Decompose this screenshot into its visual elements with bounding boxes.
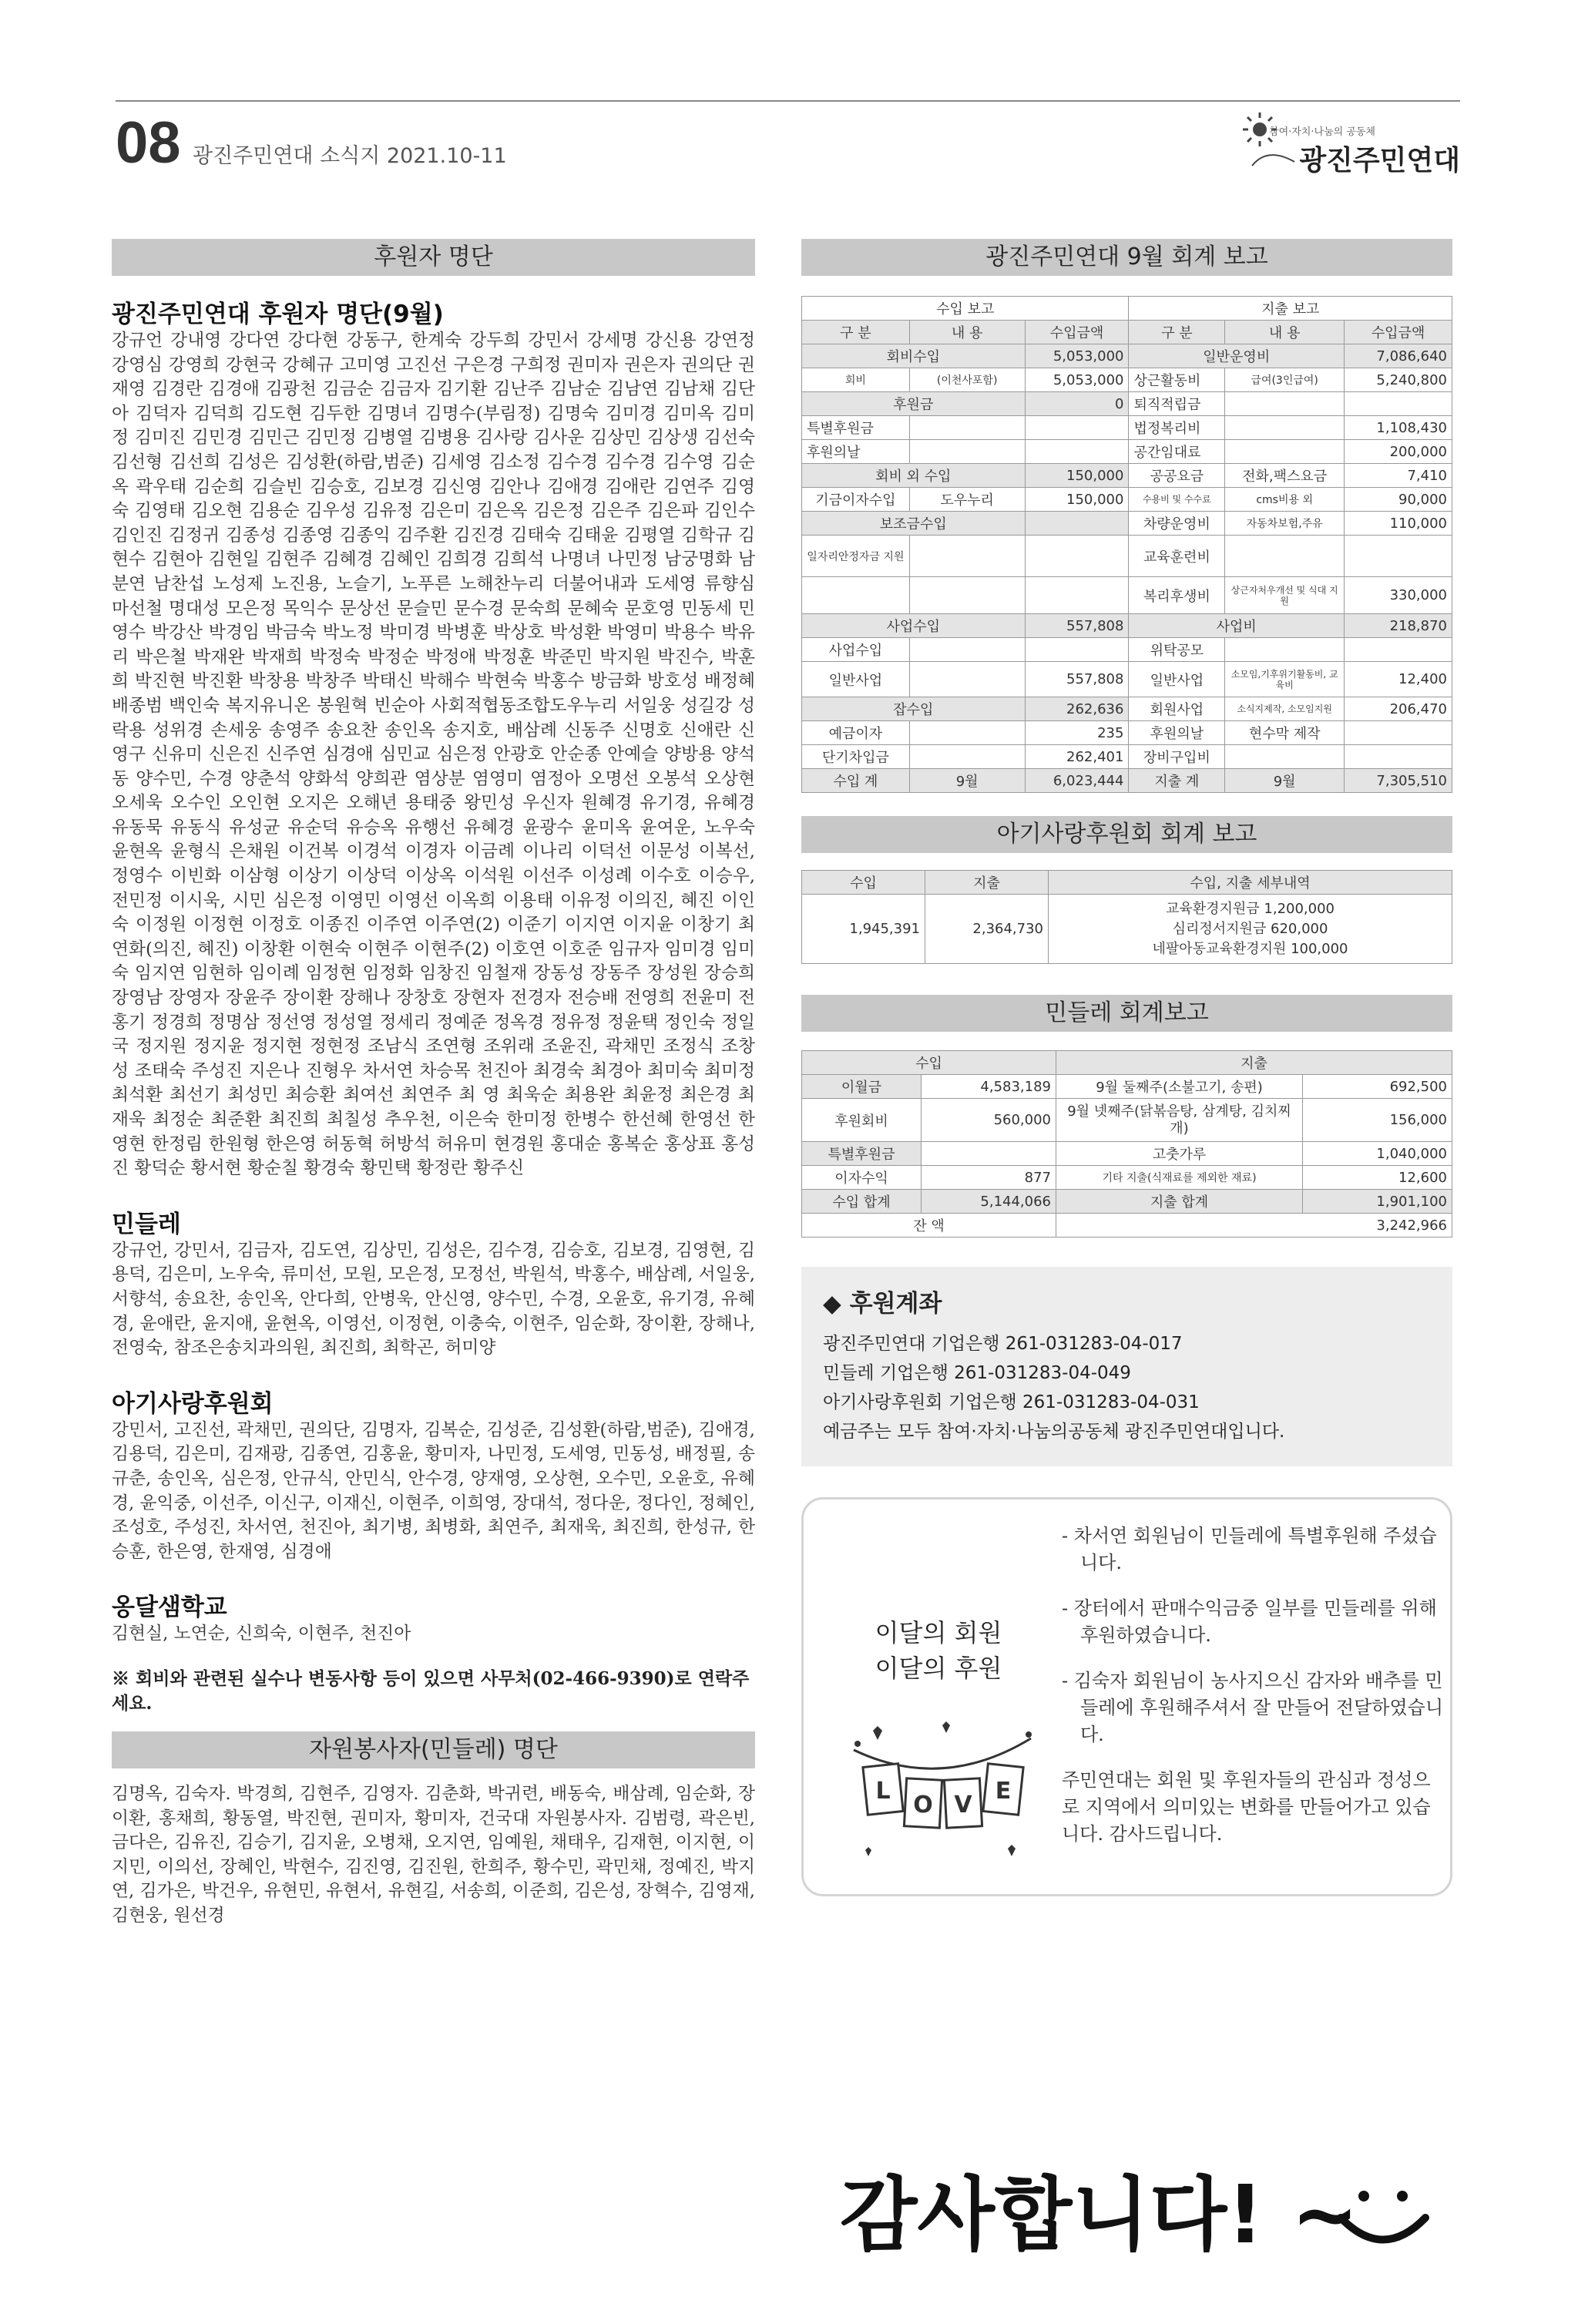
table-row xyxy=(802,392,1452,416)
table-cell xyxy=(909,662,1025,697)
table-cell: 262,401 xyxy=(1025,745,1129,769)
table-cell: 1,108,430 xyxy=(1345,416,1452,440)
table-cell: 12,400 xyxy=(1345,662,1452,697)
table-cell: 150,000 xyxy=(1025,464,1129,488)
memo-text xyxy=(1062,1523,1443,1866)
table-row xyxy=(802,416,1452,440)
table-cell: 법정복리비 xyxy=(1129,416,1225,440)
love-letter: L xyxy=(875,1778,891,1805)
table-cell: 퇴직적립금 xyxy=(1129,392,1225,416)
table-cell: 7,086,640 xyxy=(1345,344,1452,368)
baby-table xyxy=(801,870,1452,964)
table-cell: 급여(3인급여) xyxy=(1225,368,1345,392)
table-cell xyxy=(1345,638,1452,662)
table-row xyxy=(802,1142,1452,1166)
account-line: 예금주는 모두 참여·자치·나눔의공동체 광진주민연대입니다. xyxy=(823,1422,1285,1442)
memo-title-line: 이달의 회원 xyxy=(875,1618,1002,1647)
table-cell: 공공요금 xyxy=(1129,464,1225,488)
table-cell: 1,945,391 xyxy=(802,895,925,964)
table-row xyxy=(802,895,1452,964)
table-cell: 4,583,189 xyxy=(922,1075,1056,1099)
donor-names: 김현실, 노연순, 신희숙, 이현주, 천진아 xyxy=(112,1624,411,1644)
table-row xyxy=(802,721,1452,745)
table-cell: 자동차보험,주유 xyxy=(1225,512,1345,536)
organization-logo xyxy=(1229,108,1460,177)
detail-line: 네팔아동교육환경지원 100,000 xyxy=(1152,940,1348,957)
table-cell xyxy=(1225,745,1345,769)
table-cell: 6,023,444 xyxy=(1025,769,1129,793)
page-number: 08 xyxy=(116,110,181,176)
column-header: 내 용 xyxy=(909,321,1025,344)
table-cell: 소식지제작, 소모임지원 xyxy=(1225,697,1345,721)
table-row xyxy=(802,464,1452,488)
table-row xyxy=(802,488,1452,512)
table-cell xyxy=(1345,392,1452,416)
table-cell xyxy=(1345,745,1452,769)
table-cell: 5,240,800 xyxy=(1345,368,1452,392)
table-cell xyxy=(1025,536,1129,577)
donation-account-box xyxy=(801,1267,1452,1466)
table-row xyxy=(802,1214,1452,1238)
table-cell: 5,053,000 xyxy=(1025,368,1129,392)
table-cell: 1,901,100 xyxy=(1303,1190,1452,1214)
thank-you-handwriting xyxy=(832,2158,1433,2273)
table-row xyxy=(802,577,1452,614)
table-cell xyxy=(922,1142,1056,1166)
detail-line: 심리정서지원금 620,000 xyxy=(1172,920,1328,937)
table-cell: 200,000 xyxy=(1345,440,1452,464)
column-header: 구 분 xyxy=(802,321,910,344)
table-cell: 기타 지출(식재료를 제외한 재료) xyxy=(1056,1166,1303,1190)
column-header: 수입, 지출 세부내역 xyxy=(1049,871,1452,895)
table-cell: 877 xyxy=(922,1166,1056,1190)
thank-you-text: 감사합니다! ~ xyxy=(840,2168,1359,2262)
table-cell: 소모임,기후위기활동비, 교육비 xyxy=(1225,662,1345,697)
table-row xyxy=(802,344,1452,368)
table-cell: 사업비 xyxy=(1129,614,1345,638)
table-cell: 기금이자수입 xyxy=(802,488,910,512)
table-cell: 235 xyxy=(1025,721,1129,745)
table-cell: 회비수입 xyxy=(802,344,1026,368)
section-title: 민들레 xyxy=(112,1210,181,1238)
table-cell: 218,870 xyxy=(1345,614,1452,638)
table-cell: 복리후생비 xyxy=(1129,577,1225,614)
column-header: 수입 xyxy=(802,871,925,895)
table-cell: 고춧가루 xyxy=(1056,1142,1303,1166)
column-header: 수입금액 xyxy=(1025,321,1129,344)
table-cell xyxy=(1225,440,1345,464)
table-cell: 9월 둘째주(소불고기, 송편) xyxy=(1056,1075,1303,1099)
table-cell: 사업수입 xyxy=(802,614,1026,638)
table-row xyxy=(802,536,1452,577)
table-cell: 5,053,000 xyxy=(1025,344,1129,368)
table-cell xyxy=(909,577,1025,614)
table-cell: 전화,팩스요금 xyxy=(1225,464,1345,488)
volunteer-list-header: 자원봉사자(민들레) 명단 xyxy=(112,1731,755,1768)
table-cell: 상근자처우개선 및 식대 지원 xyxy=(1225,577,1345,614)
table-cell xyxy=(1225,416,1345,440)
love-banner-illustration xyxy=(850,1719,1035,1873)
dandelion-report-header: 민들레 회계보고 xyxy=(801,995,1452,1032)
table-cell xyxy=(1025,440,1129,464)
table-cell: 이월금 xyxy=(802,1075,922,1099)
contact-note: ※ 회비와 관련된 실수나 변동사항 등이 있으면 사무처(02-466-9390)로 연락주세요. xyxy=(112,1667,750,1714)
donor-list-header: 후원자 명단 xyxy=(112,239,755,276)
page-header xyxy=(116,100,1460,177)
table-cell: 장비구입비 xyxy=(1129,745,1225,769)
table-cell: 90,000 xyxy=(1345,488,1452,512)
account-line: 광진주민연대 기업은행 261-031283-04-017 xyxy=(823,1334,1183,1354)
table-cell xyxy=(1025,638,1129,662)
table-row xyxy=(802,769,1452,793)
volunteer-names: 김명옥, 김숙자. 박경희, 김현주, 김영자. 김춘화, 박귀련, 배동숙, 배삼례, 임순화, 장이환, 홍채희, 황동열, 박진현, 권미자, 황미자, 건국대 자원봉사자. 김범령, 곽은빈, 금다은, 김유진, 김승기, 김지윤, 오병채, 오지연, 임예원, 채태우, 김재현, 이지현, 이지민, 이의선, 장혜인, 박현수, 김진영, 김진원, 한희주, 황수민, 곽민채, 정예진, 박지연, 김가은, 박건우, 유현민, 유현서, 유현길, 서송희, 이준희, 김은성, 장혁수, 김영재, 김현웅, 원선경 xyxy=(112,1783,755,1926)
accounting-table xyxy=(801,296,1452,793)
table-cell xyxy=(1345,721,1452,745)
table-cell: 잔 액 xyxy=(802,1214,1056,1238)
account-line: 민들레 기업은행 261-031283-04-049 xyxy=(823,1363,1131,1383)
table-cell: 도우누리 xyxy=(909,488,1025,512)
table-row xyxy=(802,1099,1452,1142)
table-cell: 위탁공모 xyxy=(1129,638,1225,662)
table-cell: 예금이자 xyxy=(802,721,910,745)
table-row xyxy=(802,745,1452,769)
table-cell: 수입 합계 xyxy=(802,1190,922,1214)
section-title: 옹달샘학교 xyxy=(112,1594,227,1622)
table-cell: 수용비 및 수수료 xyxy=(1129,488,1225,512)
logo-name: 광진주민연대 xyxy=(1299,145,1460,176)
section-title: 광진주민연대 후원자 명단(9월) xyxy=(112,301,444,328)
table-cell: 단기차입금 xyxy=(802,745,910,769)
table-row xyxy=(802,1166,1452,1190)
column-header: 내 용 xyxy=(1225,321,1345,344)
table-cell: 보조금수입 xyxy=(802,512,1026,536)
table-cell xyxy=(909,721,1025,745)
table-cell xyxy=(1025,416,1129,440)
page-title: 광진주민연대 소식지 2021.10-11 xyxy=(193,144,507,168)
table-cell: 330,000 xyxy=(1345,577,1452,614)
monthly-member-box xyxy=(801,1497,1452,1896)
table-cell: 0 xyxy=(1025,392,1129,416)
memo-closing: 주민연대는 회원 및 후원자들의 관심과 정성으로 지역에서 의미있는 변화를 만들어가고 있습니다. 감사드립니다. xyxy=(1062,1769,1431,1845)
table-cell: 7,305,510 xyxy=(1345,769,1452,793)
table-row xyxy=(802,440,1452,464)
table-row xyxy=(802,512,1452,536)
memo-title-line: 이달의 후원 xyxy=(875,1654,1002,1683)
table-row xyxy=(802,1190,1452,1214)
donor-names: 강규언 강내영 강다연 강다현 강동구, 한계숙 강두희 강민서 강세명 강신용 강연정 강영심 강영희 강현국 강혜규 고미영 고진선 구은경 구희정 권미자 권은자 권의단 권재영 김경란 김경애 김광천 김금순 김금자 김기환 김난주 김남순 김남연 김남채 김단아 김덕자 김덕희 김도현 김두한 김명녀 김명수(부림정) 김명숙 김미경 김미옥 김미정 김미진 김민경 김민근 김민정 김병열 김병용 김사랑 김사운 김상민 김상생 김선숙 김선형 김선희 김성은 김성환(하람,범준) 김세영 김소정 김수경 김수경 김수영 김순옥 곽우태 김순희 김슬빈 김승호, 김보경 김신영 김안나 김애경 김애란 김연주 김영숙 김영태 김오현 김용순 김우성 김유정 김은미 김은옥 김은정 김은주 김은파 김인수 김인진 김정귀 김종성 김종영 김종익 김주환 김진경 김태숙 김태윤 김평열 김학규 김현수 김현아 김현일 김현주 김혜경 김혜인 김희경 김희석 나명녀 나민정 남궁명화 남분연 남찬섭 노성제 노진용, 노슬기, 노푸른 노해찬누리 더불어내과 도세영 류향심 마선철 명대성 모은정 목익수 문상선 문슬민 문수경 문숙희 문혜숙 문호영 민동세 민영수 박강산 박경임 박금숙 박노정 박미경 박병훈 박상호 박성환 박영미 박용수 박유리 박은철 박재완 박재희 박정숙 박정순 박정애 박정훈 박준민 박지원 박진수, 박훈희 박진현 박진환 박창용 박창주 박태신 박해수 박현숙 박홍수 방금화 방호성 배정혜 배종범 백인숙 복지유니온 봉원혁 빈순아 사회적협동조합도우누리 서일웅 성길강 성락용 성위경 손세웅 송영주 송요찬 송인옥 송지호, 배삼례 신동주 신명호 신애란 신영구 신유미 신은진 신주연 심경애 심민교 심은정 안광호 안순종 안예슬 양방용 양석동 양수민, 수경 양춘석 양화석 양희관 염상분 염영미 염정아 오명선 오봉석 오상현 오세욱 오수인 오인현 오지은 오해년 용태중 왕민성 우신자 원혜경 유기경, 유혜경 유동묵 유동식 유성균 유순덕 유승옥 유행선 유혜경 윤광수 윤미옥 윤여운, 노우숙 윤현옥 윤형식 은채원 이건복 이경석 이경자 이금례 이나리 이덕선 이문성 이복선, 정영수 이빈화 이삼형 이상기 이상덕 이상옥 이석원 이선주 이성례 이수호 이승우, 전민정 이시욱, 시민 심은정 이영민 이영선 이옥희 이용태 이유정 이의진, 혜진 이인숙 이정원 이정현 이정호 이종진 이주연 이주연(2) 이준기 이지연 이지윤 이창기 최연화(의진, 혜진) 이창환 이현숙 이현주 이현주(2) 이호연 이호준 임규자 임미경 임미숙 임지연 임현하 임이례 임정현 임정화 임창진 임철재 장동성 장동주 장성원 장승희 장영남 장영자 장윤주 장이환 장해나 장창호 장현자 전경자 전승배 전영희 전윤미 전홍기 정경희 정명삼 정선영 정성열 정세리 정예준 정옥경 정유정 정윤택 정인숙 정일국 정지원 정지윤 정지현 정현정 조남식 조연형 조위래 조윤진, 곽채민 조정식 조창성 조태숙 주성진 지은나 진형우 차서연 차승목 천진아 최경숙 최경아 최미숙 최미정 최석환 최선기 최성민 최승환 최여선 최연주 최 영 최욱순 최용완 최윤정 최은경 최재욱 최정순 최준환 최진희 최칠성 추우천, 이은숙 한미정 한병수 한선혜 한영선 한영현 한정림 한원형 한은영 허동혁 허방석 허유미 현경원 홍대순 홍복순 홍상표 홍성진 황덕순 황서현 황순칠 황경숙 황민택 황정란 황주신 xyxy=(112,331,755,1179)
table-cell xyxy=(1225,536,1345,577)
account-title: ◆ 후원계좌 xyxy=(823,1290,942,1318)
table-cell: 156,000 xyxy=(1303,1099,1452,1142)
love-letter: O xyxy=(913,1792,933,1819)
expense-header: 지출 보고 xyxy=(1129,297,1452,321)
table-cell: 회원사업 xyxy=(1129,697,1225,721)
table-row xyxy=(802,697,1452,721)
table-cell: 현수막 제작 xyxy=(1225,721,1345,745)
table-cell: 9월 xyxy=(909,769,1025,793)
table-cell: 지출 합계 xyxy=(1056,1190,1303,1214)
table-cell xyxy=(1225,392,1345,416)
table-cell: 일반사업 xyxy=(802,662,910,697)
column-header: 지출 xyxy=(925,871,1049,895)
table-row xyxy=(802,638,1452,662)
table-cell xyxy=(909,536,1025,577)
table-cell xyxy=(909,638,1025,662)
table-cell: 사업수입 xyxy=(802,638,910,662)
table-cell xyxy=(802,577,910,614)
table-cell: 7,410 xyxy=(1345,464,1452,488)
table-cell: 교육훈련비 xyxy=(1129,536,1225,577)
table-cell: 특별후원금 xyxy=(802,416,910,440)
table-cell: 특별후원금 xyxy=(802,1142,922,1166)
table-cell: 692,500 xyxy=(1303,1075,1452,1099)
table-cell: 잡수입 xyxy=(802,697,1026,721)
table-cell xyxy=(909,416,1025,440)
table-cell: 회비 외 수입 xyxy=(802,464,1026,488)
table-cell xyxy=(1025,577,1129,614)
table-row xyxy=(802,1075,1452,1099)
table-cell: 후원의날 xyxy=(1129,721,1225,745)
memo-item: - 장터에서 판매수익금중 일부를 민들레를 위해 후원하였습니다. xyxy=(1062,1597,1437,1646)
memo-item: - 김숙자 회원님이 농사지으신 감자와 배추를 민들레에 후원해주셔서 잘 만들어 전달하였습니다. xyxy=(1062,1670,1444,1745)
love-letter: V xyxy=(954,1792,972,1819)
table-cell xyxy=(909,745,1025,769)
table-row xyxy=(802,662,1452,697)
table-cell: 9월 xyxy=(1225,769,1345,793)
memo-item: - 차서연 회원님이 민들레에 특별후원해 주셨습니다. xyxy=(1062,1525,1437,1573)
table-cell: 회비 xyxy=(802,368,910,392)
income-header: 수입 보고 xyxy=(802,297,1129,321)
table-cell: 206,470 xyxy=(1345,697,1452,721)
table-cell: 12,600 xyxy=(1303,1166,1452,1190)
table-cell: 557,808 xyxy=(1025,614,1129,638)
donor-names: 강규언, 강민서, 김금자, 김도연, 김상민, 김성은, 김수경, 김승호, 김보경, 김영현, 김용덕, 김은미, 노우숙, 류미선, 모원, 모은정, 모정선, 박원석, 박홍수, 배삼례, 서일웅, 서향석, 송요찬, 송인옥, 안다희, 안병욱, 안신영, 양수민, 수경, 오윤호, 유기경, 유혜경, 윤애란, 윤지애, 윤현옥, 이영선, 이정현, 이충숙, 이현주, 임순화, 장이환, 장해나, 전영숙, 참조은송치과의원, 최진희, 최학곤, 허미양 xyxy=(112,1240,755,1358)
detail-line: 교육환경지원금 1,200,000 xyxy=(1165,900,1335,917)
table-cell xyxy=(1345,536,1452,577)
table-cell: 560,000 xyxy=(922,1099,1056,1142)
table-cell xyxy=(909,440,1025,464)
section-title: 아기사랑후원회 xyxy=(112,1389,274,1418)
table-cell: 후원회비 xyxy=(802,1099,922,1142)
sun-logo-icon xyxy=(1237,108,1298,170)
memo-title xyxy=(850,1615,1027,1686)
table-cell: 상근활동비 xyxy=(1129,368,1225,392)
left-column xyxy=(112,239,755,1928)
baby-report-header: 아기사랑후원회 회계 보고 xyxy=(801,816,1452,853)
table-cell: 이자수익 xyxy=(802,1166,922,1190)
table-cell: 3,242,966 xyxy=(1056,1214,1452,1238)
column-header: 지출 xyxy=(1056,1051,1452,1075)
table-cell: 수입 계 xyxy=(802,769,910,793)
donor-names: 강민서, 고진선, 곽채민, 권의단, 김명자, 김복순, 김성준, 김성환(하람,범준), 김애경, 김용덕, 김은미, 김재광, 김종연, 김홍윤, 황미자, 나민정, 도세영, 민동성, 배정필, 송규춘, 송인옥, 심은정, 안규식, 안민식, 안수경, 양재영, 오상현, 오수민, 오윤호, 유혜경, 윤익중, 이선주, 이신구, 이재신, 이현주, 이희영, 장대석, 정다운, 정다인, 정혜인, 조성호, 주성진, 차서연, 천진아, 최기병, 최병화, 최연주, 최재욱, 최진희, 한성규, 한승훈, 한은영, 한재영, 심경애 xyxy=(112,1419,755,1562)
table-cell: 2,364,730 xyxy=(925,895,1049,964)
table-cell: 110,000 xyxy=(1345,512,1452,536)
table-cell: 5,144,066 xyxy=(922,1190,1056,1214)
table-cell: 150,000 xyxy=(1025,488,1129,512)
table-cell: 일반사업 xyxy=(1129,662,1225,697)
table-cell: 지출 계 xyxy=(1129,769,1225,793)
table-cell: (이천사포함) xyxy=(909,368,1025,392)
table-cell xyxy=(1049,895,1452,964)
logo-slogan: 참여·자치·나눔의 공동체 xyxy=(1269,126,1375,138)
table-cell: 일자리안정자금 지원 xyxy=(802,536,910,577)
table-cell: 9월 넷째주(닭볶음탕, 삼계탕, 김치찌개) xyxy=(1056,1099,1303,1142)
table-cell: 차량운영비 xyxy=(1129,512,1225,536)
table-row xyxy=(802,614,1452,638)
column-header: 수입 xyxy=(802,1051,1056,1075)
right-column xyxy=(801,239,1452,1896)
table-cell: 일반운영비 xyxy=(1129,344,1345,368)
column-header: 수입금액 xyxy=(1345,321,1452,344)
table-cell: 공간임대료 xyxy=(1129,440,1225,464)
column-header: 구 분 xyxy=(1129,321,1225,344)
love-letter: E xyxy=(995,1778,1012,1805)
table-cell: cms비용 외 xyxy=(1225,488,1345,512)
table-cell xyxy=(1225,638,1345,662)
table-cell: 262,636 xyxy=(1025,697,1129,721)
table-row xyxy=(802,368,1452,392)
table-cell: 후원의날 xyxy=(802,440,910,464)
table-cell xyxy=(1025,512,1129,536)
table-cell: 557,808 xyxy=(1025,662,1129,697)
table-cell: 1,040,000 xyxy=(1303,1142,1452,1166)
account-line: 아기사랑후원회 기업은행 261-031283-04-031 xyxy=(823,1392,1200,1412)
table-cell: 후원금 xyxy=(802,392,1026,416)
accounting-report-header: 광진주민연대 9월 회계 보고 xyxy=(801,239,1452,276)
dandelion-table xyxy=(801,1050,1452,1238)
